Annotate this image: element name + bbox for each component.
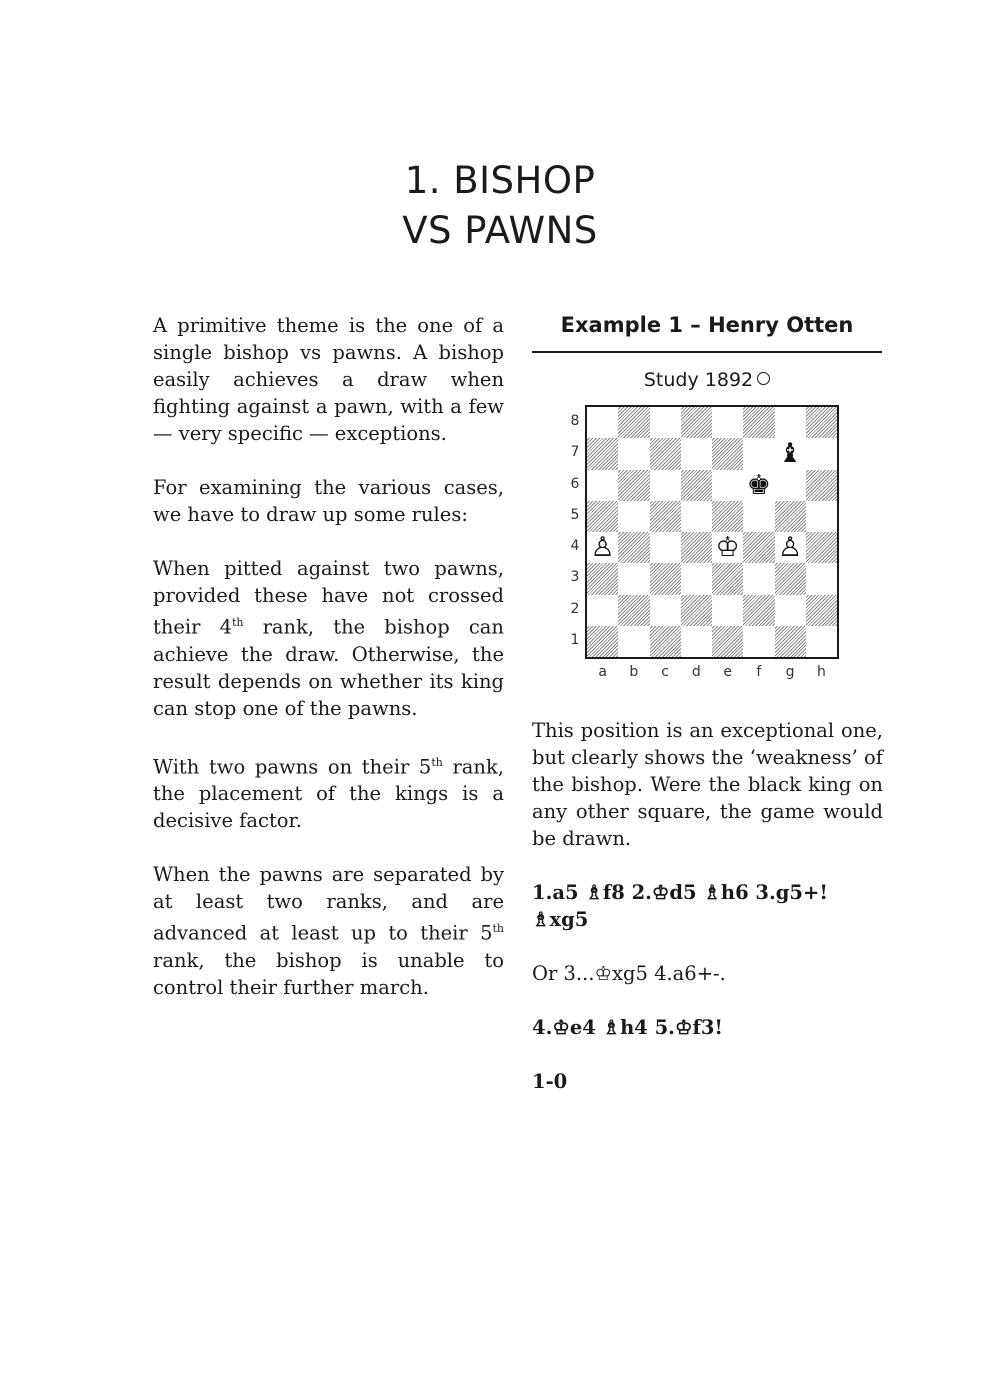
square-c7 bbox=[650, 438, 681, 469]
right-column bbox=[532, 717, 883, 1122]
square-a3 bbox=[587, 563, 618, 594]
square-f3 bbox=[743, 563, 774, 594]
ordinal-suffix: th bbox=[431, 755, 443, 769]
square-b1 bbox=[618, 626, 649, 657]
file-label: b bbox=[629, 664, 639, 680]
rank-label: 8 bbox=[570, 413, 580, 429]
square-a6 bbox=[587, 470, 618, 501]
square-h6 bbox=[806, 470, 837, 501]
rank-label: 6 bbox=[570, 475, 580, 492]
square-c5 bbox=[650, 501, 681, 532]
rank-label: 4 bbox=[570, 538, 580, 554]
game-result: 1-0 bbox=[532, 1070, 568, 1093]
text: With two pawns on their 5 bbox=[153, 755, 432, 778]
square-h1 bbox=[806, 626, 837, 657]
square-g5 bbox=[775, 501, 806, 532]
page-title-line-2: VS PAWNS bbox=[402, 209, 598, 252]
file-label: h bbox=[816, 664, 826, 680]
square-f5 bbox=[743, 501, 774, 532]
square-c4 bbox=[650, 532, 681, 563]
paragraph-separated-pawns bbox=[153, 861, 504, 1001]
file-label: c bbox=[661, 664, 669, 680]
file-label: g bbox=[785, 664, 795, 680]
move-sequence-1: 1.a5 ♗f8 2.♔d5 ♗h6 3.g5+! ♗xg5 bbox=[532, 881, 828, 931]
square-g3 bbox=[775, 563, 806, 594]
rank-label: 3 bbox=[570, 569, 580, 586]
square-h5 bbox=[806, 501, 837, 532]
square-e5 bbox=[712, 501, 743, 532]
paragraph-exceptional-position: This position is an exceptional one, but clearly shows the ‘weakness’ of the bishop. Were the black king on any other square, the game would be drawn. bbox=[532, 719, 883, 850]
square-f7 bbox=[743, 438, 774, 469]
square-h7 bbox=[806, 438, 837, 469]
square-c1 bbox=[650, 626, 681, 657]
square-a7 bbox=[587, 438, 618, 469]
white-pawn-icon: ♙ bbox=[775, 532, 806, 563]
square-g6 bbox=[775, 470, 806, 501]
rank-label: 1 bbox=[570, 631, 580, 648]
square-e2 bbox=[712, 595, 743, 626]
square-e7 bbox=[712, 438, 743, 469]
rank-label: 7 bbox=[570, 444, 580, 461]
study-caption bbox=[532, 367, 882, 393]
square-a5 bbox=[587, 501, 618, 532]
square-d3 bbox=[681, 563, 712, 594]
square-d8 bbox=[681, 407, 712, 438]
square-d2 bbox=[681, 595, 712, 626]
file-label: a bbox=[598, 664, 607, 680]
text: When pitted against two pawns, provided these have not crossed their 4 bbox=[153, 557, 504, 639]
black-bishop-icon: ♝ bbox=[775, 438, 806, 469]
square-a1 bbox=[587, 626, 618, 657]
square-b2 bbox=[618, 595, 649, 626]
square-c2 bbox=[650, 595, 681, 626]
black-king-icon: ♚ bbox=[743, 470, 774, 501]
square-a8 bbox=[587, 407, 618, 438]
white-pawn-icon: ♙ bbox=[587, 532, 618, 563]
study-label: Study 1892 bbox=[643, 369, 754, 391]
square-f8 bbox=[743, 407, 774, 438]
square-e8 bbox=[712, 407, 743, 438]
square-h3 bbox=[806, 563, 837, 594]
square-h8 bbox=[806, 407, 837, 438]
square-b7 bbox=[618, 438, 649, 469]
left-column bbox=[153, 312, 504, 1028]
ordinal-suffix: th bbox=[232, 616, 244, 629]
square-c6 bbox=[650, 470, 681, 501]
square-b8 bbox=[618, 407, 649, 438]
square-d6 bbox=[681, 470, 712, 501]
square-b4 bbox=[618, 532, 649, 563]
paragraph-fifth-rank bbox=[153, 749, 504, 835]
square-h2 bbox=[806, 595, 837, 626]
square-f1 bbox=[743, 626, 774, 657]
square-e1 bbox=[712, 626, 743, 657]
move-sequence-2: 4.♔e4 ♗h4 5.♔f3! bbox=[532, 1016, 723, 1039]
text: When the pawns are separated by at least two ranks, and are advanced at least up to their 5 bbox=[153, 863, 504, 945]
file-label: e bbox=[723, 664, 732, 680]
square-e3 bbox=[712, 563, 743, 594]
paragraph-alternative-line: Or 3...♔xg5 4.a6+-. bbox=[532, 962, 726, 985]
text: rank, the placement of the kings is a decisive factor. bbox=[153, 755, 504, 832]
text: rank, the bishop is unable to control their further march. bbox=[153, 948, 504, 999]
square-f4 bbox=[743, 532, 774, 563]
rank-label: 2 bbox=[570, 600, 580, 617]
square-g1 bbox=[775, 626, 806, 657]
file-label: f bbox=[756, 664, 762, 680]
chess-board bbox=[585, 405, 839, 659]
square-e6 bbox=[712, 470, 743, 501]
ordinal-suffix: th bbox=[492, 922, 504, 935]
paragraph-two-pawns bbox=[153, 555, 504, 722]
square-d1 bbox=[681, 626, 712, 657]
example-divider bbox=[532, 351, 882, 353]
square-h4 bbox=[806, 532, 837, 563]
square-d7 bbox=[681, 438, 712, 469]
square-d5 bbox=[681, 501, 712, 532]
square-b3 bbox=[618, 563, 649, 594]
square-d4 bbox=[681, 532, 712, 563]
square-b6 bbox=[618, 470, 649, 501]
square-c3 bbox=[650, 563, 681, 594]
page-title-line-1: 1. BISHOP bbox=[404, 159, 596, 202]
white-to-move-icon bbox=[757, 372, 770, 385]
square-g2 bbox=[775, 595, 806, 626]
file-label: d bbox=[691, 664, 701, 680]
square-a2 bbox=[587, 595, 618, 626]
square-c8 bbox=[650, 407, 681, 438]
text: rank, the bishop can achieve the draw. Otherwise, the result depends on whether its king can stop one of the pawns. bbox=[153, 615, 504, 720]
paragraph-intro: A primitive theme is the one of a single bishop vs pawns. A bishop easily achieves a draw when fighting against a pawn, with a few — very specific — exceptions. bbox=[153, 314, 504, 445]
square-b5 bbox=[618, 501, 649, 532]
square-g8 bbox=[775, 407, 806, 438]
rank-label: 5 bbox=[570, 506, 580, 523]
example-title: Example 1 – Henry Otten bbox=[560, 313, 854, 337]
square-f2 bbox=[743, 595, 774, 626]
white-king-icon: ♔ bbox=[712, 532, 743, 563]
paragraph-rules: For examining the various cases, we have to draw up some rules: bbox=[153, 476, 504, 526]
